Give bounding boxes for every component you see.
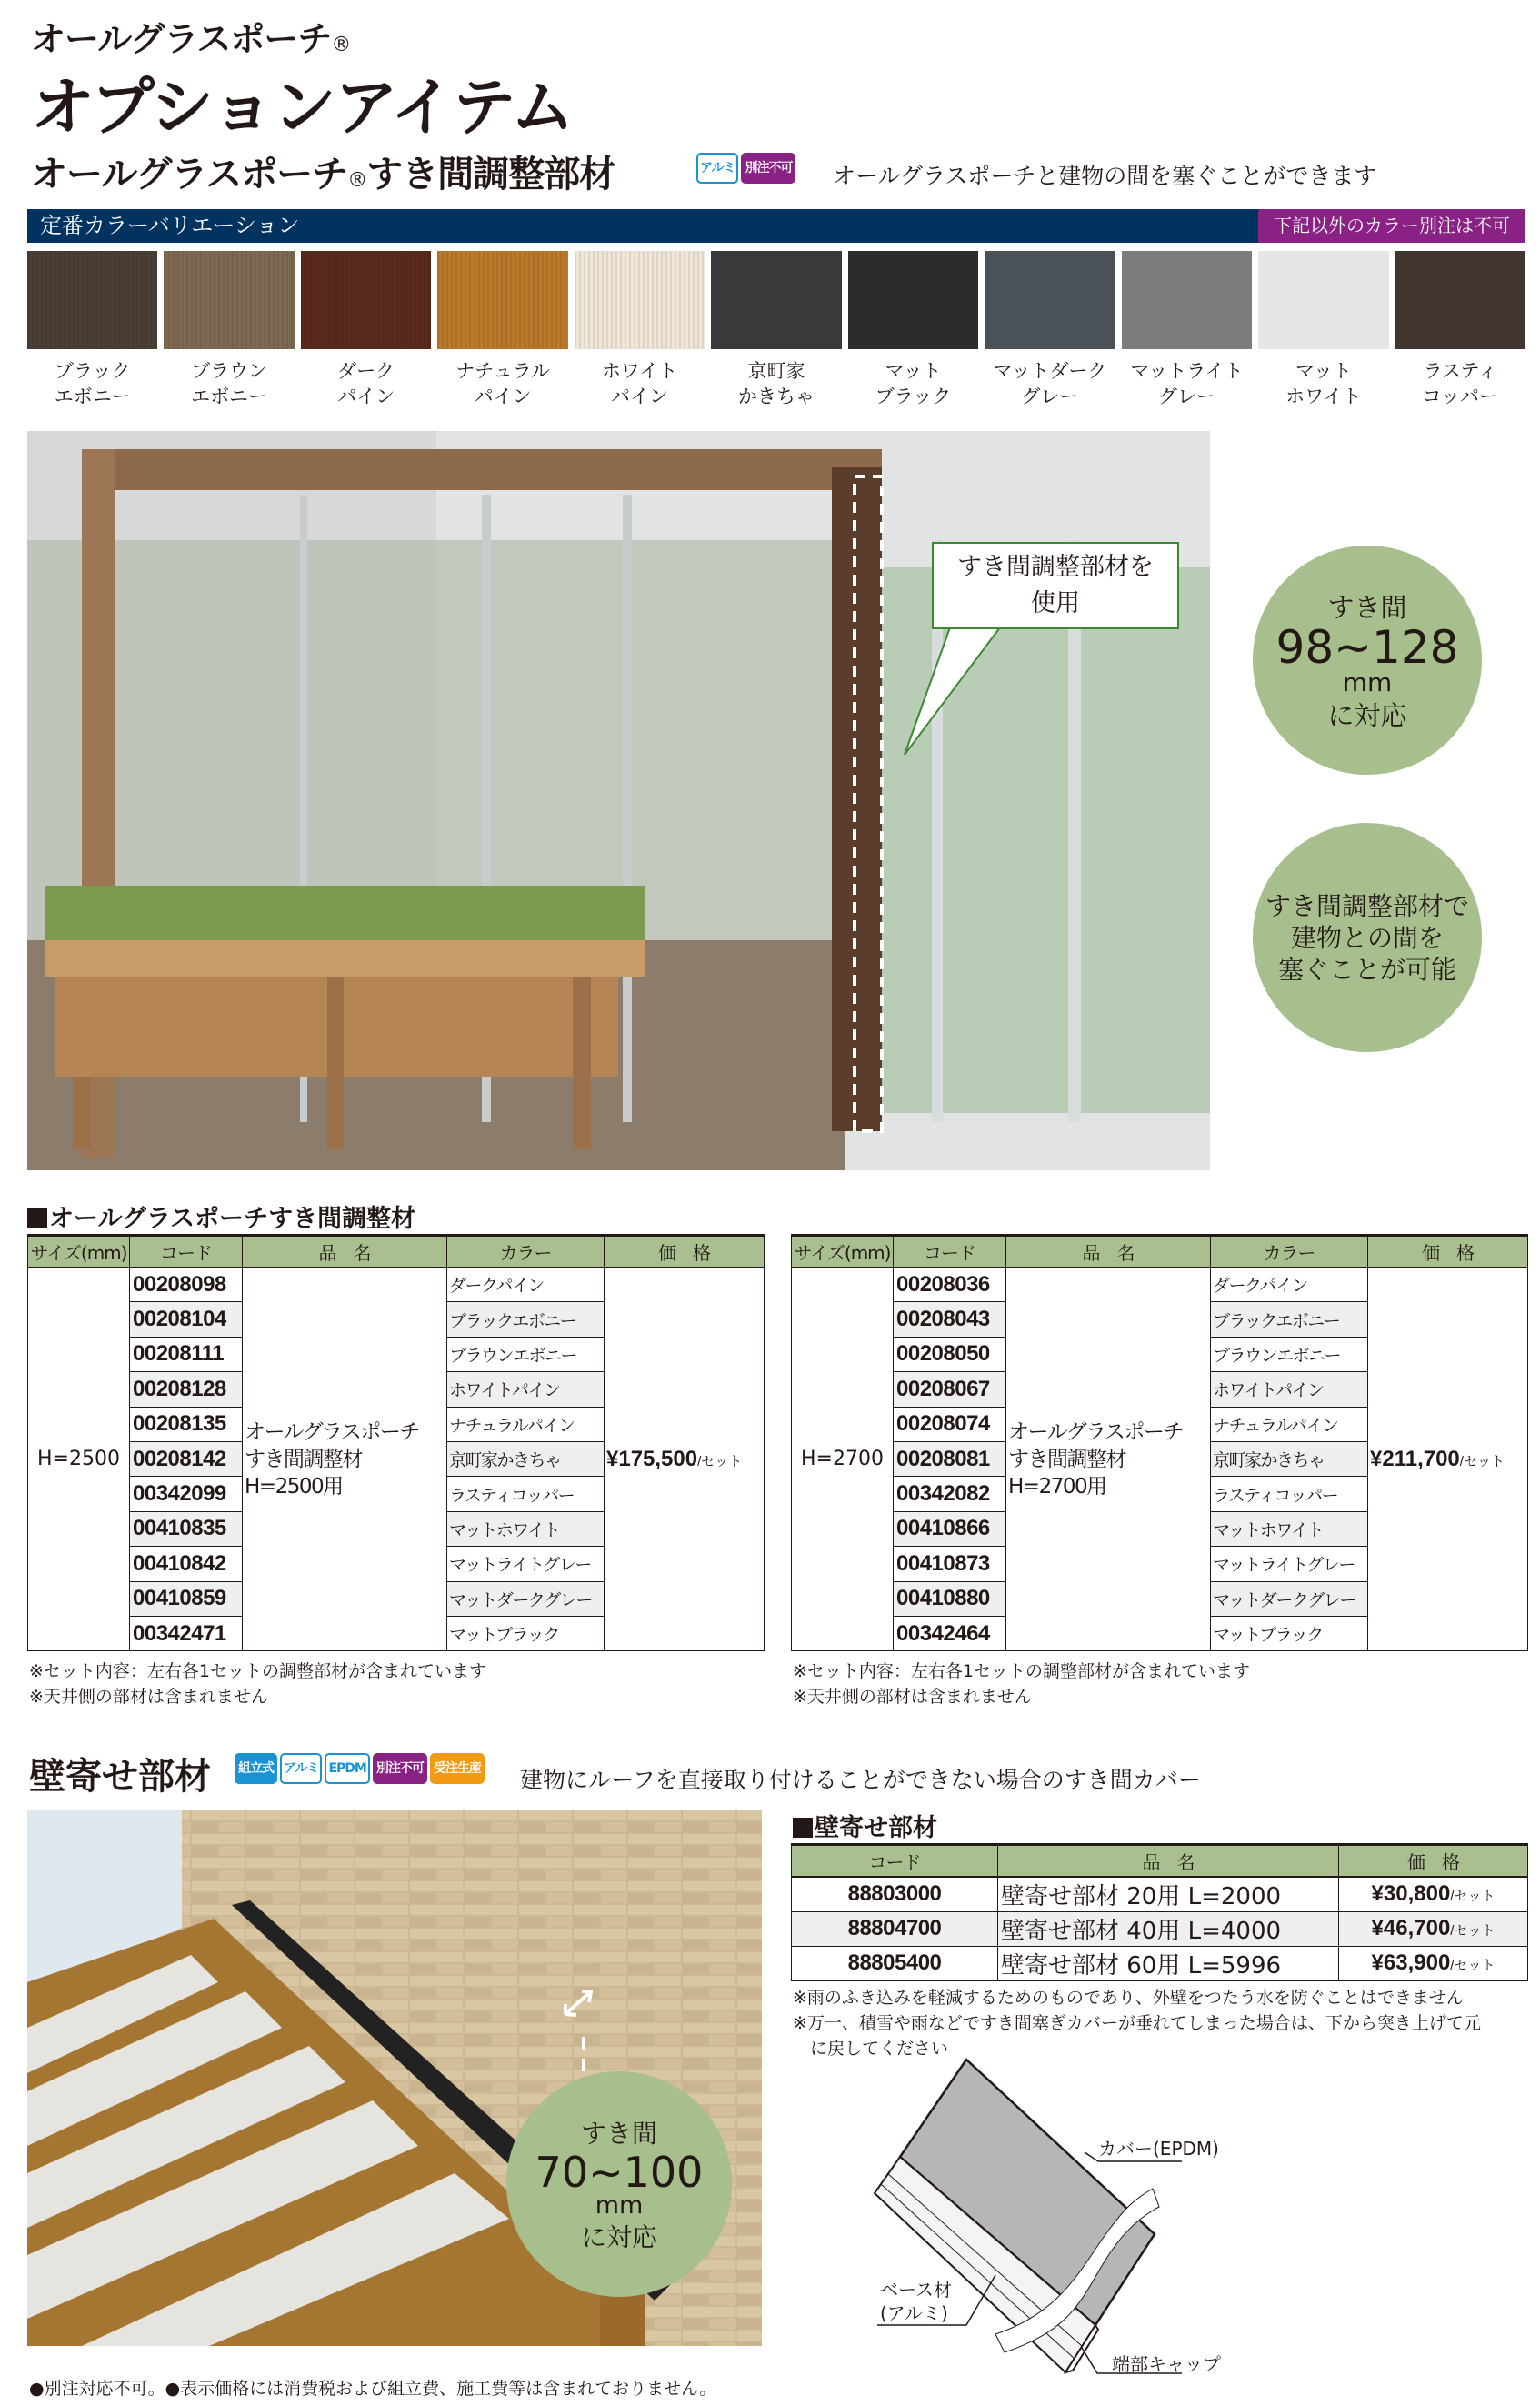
circle-label: すき間 (580, 2119, 657, 2149)
color-cell: ダークパイン (1211, 1268, 1368, 1302)
product-name-cell: 壁寄せ部材 20用 L=2000 (998, 1877, 1339, 1912)
series-name: オールグラスポーチ (31, 19, 332, 59)
color-cell: マットダークグレー (1211, 1581, 1368, 1616)
price-cell (1339, 1877, 1528, 1912)
color-chip (301, 251, 431, 349)
color-chip (1258, 251, 1388, 349)
size-cell: H=2500 (28, 1268, 130, 1651)
col-header-price: 価 格 (605, 1236, 765, 1268)
color-note: 下記以外のカラー別注は不可 (1258, 209, 1525, 243)
color-label: マットダーク グレー (993, 360, 1107, 407)
registered-mark: ® (347, 169, 367, 192)
section-title-wall: 壁寄せ部材 (29, 1756, 211, 1798)
code-cell: 00208104 (130, 1302, 243, 1337)
badge-aluminum: アルミ (280, 1753, 322, 1784)
col-header-name: 品 名 (998, 1845, 1339, 1877)
color-cell: マットライトグレー (447, 1547, 605, 1581)
color-chip (985, 251, 1115, 349)
feature-text: すき間調整部材で 建物との間を 塞ぐことが可能 (1265, 890, 1469, 985)
price-value: ¥175,500 (606, 1446, 698, 1471)
code-cell: 00342471 (130, 1616, 243, 1650)
code-cell: 00342082 (894, 1477, 1006, 1511)
color-label: ラスティ コッパー (1422, 360, 1499, 407)
color-cell: ダークパイン (447, 1268, 605, 1302)
table-row (792, 1877, 1528, 1912)
page-title: オプションアイテム (31, 70, 573, 145)
note: ※雨のふき込みを軽減するためのものであり、外壁をつたう水を防ぐことはできません (793, 1988, 1464, 2008)
gap-price-table (27, 1234, 765, 1651)
code-cell: 00410859 (130, 1581, 243, 1616)
price-value: ¥30,800 (1371, 1881, 1451, 1906)
col-header-code: コード (792, 1845, 998, 1877)
table-row (792, 1268, 1528, 1302)
color-cell: ブラウンエボニー (447, 1337, 605, 1371)
wall-price-table (791, 1843, 1528, 1981)
product-name-cell: 壁寄せ部材 40用 L=4000 (998, 1911, 1339, 1946)
code-cell: 00208142 (130, 1441, 243, 1476)
footer-note: ●別注対応不可。●表示価格には消費税および組立費、施工費等は含まれておりません。 (29, 2379, 717, 2399)
color-cell: ホワイトパイン (447, 1372, 605, 1407)
gap-price-table (791, 1234, 1528, 1651)
wall-notes (793, 1985, 1481, 2061)
code-cell: 88805400 (792, 1946, 998, 1980)
color-cell: マットホワイト (447, 1511, 605, 1546)
product-name-cell: オールグラスポーチ すき間調整材 H=2500用 (243, 1268, 447, 1651)
note: ※セット内容：左右各1セットの調整部材が含まれています (29, 1661, 487, 1681)
circle-label: すき間 (1327, 592, 1407, 623)
label-end-cap: 端部キャップ (1112, 2353, 1221, 2375)
color-cell: マットダークグレー (447, 1581, 605, 1616)
color-cell: マットブラック (1211, 1616, 1368, 1650)
color-chip (711, 251, 841, 349)
notes-left (29, 1659, 486, 1709)
col-header-name: 品 名 (243, 1236, 447, 1268)
color-cell: ラスティコッパー (447, 1477, 605, 1511)
color-chip (437, 251, 567, 349)
color-swatch (1258, 251, 1388, 409)
color-label: マット ブラック (875, 360, 952, 407)
color-chip (27, 251, 157, 349)
col-header-size: サイズ(mm) (28, 1236, 130, 1268)
price-value: ¥211,700 (1370, 1446, 1460, 1471)
color-chip (1395, 251, 1525, 349)
col-header-color: カラー (1211, 1236, 1368, 1268)
badge-assembly: 組立式 (235, 1753, 277, 1784)
code-cell: 88803000 (792, 1877, 998, 1912)
section-title-part: すき間調整部材 (366, 154, 615, 195)
gap-badges (696, 153, 798, 184)
code-cell: 00208135 (130, 1407, 243, 1441)
gap-description: オールグラスポーチと建物の間を塞ぐことができます (833, 163, 1377, 189)
color-swatch (1122, 251, 1252, 409)
color-bar-label: 定番カラーバリエーション (40, 213, 300, 238)
code-cell: 00208074 (894, 1407, 1006, 1441)
color-label: 京町家 かきちゃ (737, 360, 815, 407)
wall-description: 建物にルーフを直接取り付けることができない場合のすき間カバー (520, 1767, 1201, 1793)
color-swatch (301, 251, 431, 409)
code-cell: 00208043 (894, 1302, 1006, 1337)
col-header-color: カラー (447, 1236, 605, 1268)
price-unit: /セット (697, 1453, 743, 1469)
badge-no-custom: 別注不可 (741, 153, 795, 184)
code-cell: 00208128 (130, 1372, 243, 1407)
table-row (792, 1911, 1528, 1946)
col-header-size: サイズ(mm) (792, 1236, 894, 1268)
price-cell (1339, 1946, 1528, 1980)
price-unit: /セット (1450, 1889, 1495, 1904)
badge-epdm: EPDM (325, 1753, 369, 1784)
code-cell: 00410835 (130, 1511, 243, 1546)
color-cell: ナチュラルパイン (447, 1407, 605, 1441)
code-cell: 00410880 (894, 1581, 1006, 1616)
note: ※天井側の部材は含まれません (29, 1687, 268, 1707)
col-header-code: コード (130, 1236, 243, 1268)
code-cell: 00208081 (894, 1441, 1006, 1476)
color-cell: ブラックエボニー (447, 1302, 605, 1337)
color-chip (848, 251, 978, 349)
color-swatch (711, 251, 841, 409)
wall-badges (235, 1753, 487, 1784)
color-cell: ナチュラルパイン (1211, 1407, 1368, 1441)
price-value: ¥63,900 (1371, 1950, 1451, 1975)
note: ※天井側の部材は含まれません (793, 1687, 1032, 1707)
badge-aluminum: アルミ (696, 153, 738, 184)
section-title-gap (31, 145, 615, 197)
color-swatch (985, 251, 1115, 409)
callout-text: すき間調整部材を 使用 (957, 553, 1154, 617)
code-cell: 00410866 (894, 1511, 1006, 1546)
price-unit: /セット (1450, 1958, 1495, 1973)
color-variation-bar (27, 209, 1525, 243)
color-cell: 京町家かきちゃ (1211, 1441, 1368, 1476)
col-header-price: 価 格 (1339, 1845, 1528, 1877)
wall-table-heading: 壁寄せ部材 (793, 1808, 937, 1843)
code-cell: 00342464 (894, 1616, 1006, 1650)
color-swatches (27, 251, 1525, 409)
color-chip (1122, 251, 1252, 349)
color-swatch (1395, 251, 1525, 409)
color-label: ブラウン エボニー (191, 360, 268, 407)
circle-label: に対応 (580, 2222, 657, 2252)
code-cell: 00208098 (130, 1268, 243, 1302)
circle-range: 98~128 (1275, 621, 1459, 674)
label-base: ベース材 (アルミ) (880, 2279, 952, 2324)
code-cell: 00342099 (130, 1477, 243, 1511)
color-cell: ブラウンエボニー (1211, 1337, 1368, 1371)
note: ※万一、積雪や雨などですき間塞ぎカバーが垂れてしまった場合は、下から突き上げて元 (793, 2013, 1481, 2033)
price-unit: /セット (1450, 1923, 1495, 1939)
color-cell: ホワイトパイン (1211, 1372, 1368, 1407)
note: に戻してください (793, 2039, 949, 2059)
color-label: ブラック エボニー (54, 360, 131, 407)
code-cell: 00208111 (130, 1337, 243, 1371)
circle-unit: mm (595, 2191, 644, 2220)
color-swatch (27, 251, 157, 409)
price-unit: /セット (1459, 1453, 1505, 1469)
color-label: マット ホワイト (1285, 360, 1362, 407)
color-cell: ブラックエボニー (1211, 1302, 1368, 1337)
price-cell (1339, 1911, 1528, 1946)
color-label: マットライト グレー (1130, 360, 1244, 407)
section-title-part: オールグラスポーチ (31, 154, 348, 195)
table-row (28, 1268, 765, 1302)
color-swatch (848, 251, 978, 409)
col-header-name: 品 名 (1006, 1236, 1211, 1268)
price-cell (1368, 1268, 1528, 1651)
code-cell: 00208036 (894, 1268, 1006, 1302)
wall-gap-circle (506, 2071, 732, 2297)
col-header-code: コード (894, 1236, 1006, 1268)
circle-label: に対応 (1327, 700, 1407, 731)
color-swatch (575, 251, 705, 409)
circle-range: 70~100 (535, 2148, 704, 2197)
table-row (792, 1946, 1528, 1980)
color-cell: マットライトグレー (1211, 1547, 1368, 1581)
code-cell: 00208067 (894, 1372, 1006, 1407)
color-label: ナチュラル パイン (455, 360, 550, 407)
color-cell: マットブラック (447, 1616, 605, 1650)
badge-made-to-order: 受注生産 (430, 1753, 485, 1784)
badge-no-custom: 別注不可 (373, 1753, 427, 1784)
series-title (31, 11, 350, 61)
code-cell: 00410873 (894, 1547, 1006, 1581)
color-chip (575, 251, 705, 349)
color-cell: ラスティコッパー (1211, 1477, 1368, 1511)
circle-unit: mm (1342, 667, 1393, 697)
notes-right (793, 1659, 1250, 1709)
table-heading: オールグラスポーチすき間調整材 (27, 1198, 415, 1234)
callout-box (932, 542, 1179, 629)
color-cell: 京町家かきちゃ (447, 1441, 605, 1476)
code-cell: 00208050 (894, 1337, 1006, 1371)
color-cell: マットホワイト (1211, 1511, 1368, 1546)
feature-circle (1253, 823, 1482, 1052)
color-label: ホワイト パイン (601, 360, 678, 407)
registered-mark: ® (331, 34, 351, 56)
color-chip (164, 251, 294, 349)
note: ※セット内容：左右各1セットの調整部材が含まれています (793, 1661, 1251, 1681)
price-value: ¥46,700 (1371, 1916, 1451, 1940)
code-cell: 88804700 (792, 1911, 998, 1946)
color-label: ダーク パイン (337, 360, 395, 407)
color-swatch (437, 251, 567, 409)
col-header-price: 価 格 (1368, 1236, 1528, 1268)
product-name-cell: 壁寄せ部材 60用 L=5996 (998, 1946, 1339, 1980)
price-cell (605, 1268, 765, 1651)
gap-range-circle (1253, 546, 1482, 775)
label-cover: カバー(EPDM) (1098, 2138, 1219, 2160)
code-cell: 00410842 (130, 1547, 243, 1581)
product-name-cell: オールグラスポーチ すき間調整材 H=2700用 (1006, 1268, 1211, 1651)
color-swatch (164, 251, 294, 409)
size-cell: H=2700 (792, 1268, 894, 1651)
